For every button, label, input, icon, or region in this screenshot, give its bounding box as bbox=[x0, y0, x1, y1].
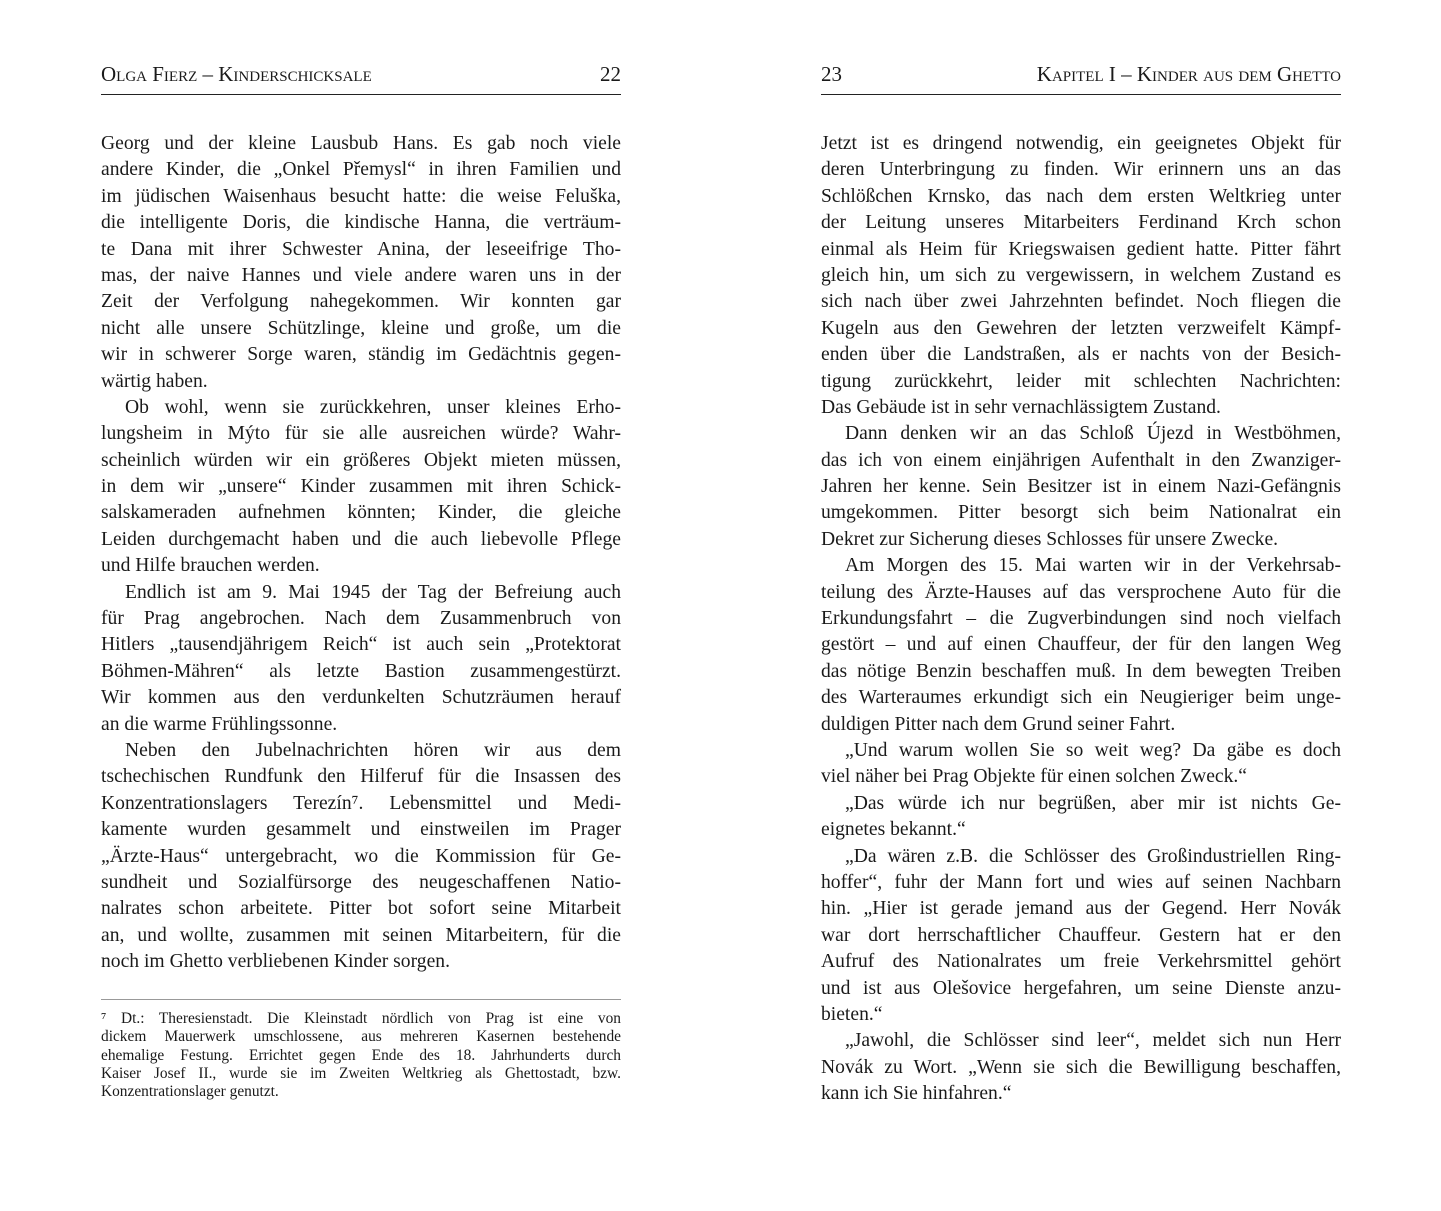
body-text bbox=[821, 131, 1341, 1107]
text-line: sundheit und Sozialfürsorge des neugeschaffenen Natio- bbox=[101, 871, 621, 893]
text-line: eignetes bekannt.“ bbox=[821, 819, 966, 841]
text-line: in dem wir „unsere“ Kinder zusammen mit ihren Schick- bbox=[101, 476, 621, 498]
text-line: Erkundungsfahrt – die Zugverbindungen sind noch vielfach bbox=[821, 608, 1341, 630]
text-line: Schlößchen Krnsko, das nach dem ersten Weltkrieg unter bbox=[821, 185, 1341, 207]
text-line: Neben den Jubelnachrichten hören wir aus dem bbox=[125, 739, 621, 761]
text-line: teilung des Ärzte-Hauses auf das versprochene Auto für die bbox=[821, 581, 1341, 603]
text-line: Endlich ist am 9. Mai 1945 der Tag der Befreiung auch bbox=[125, 581, 621, 603]
footnote-line: ehemalige Festung. Errichtet gegen Ende des 18. Jahrhunderts durch bbox=[101, 1046, 621, 1064]
text-line: gleich hin, um sich zu vergewissern, in welchem Zustand es bbox=[821, 264, 1341, 286]
footnote-line: Konzentrationslager genutzt. bbox=[101, 1083, 279, 1101]
text-line: Jetzt ist es dringend notwendig, ein geeignetes Objekt für bbox=[821, 133, 1341, 154]
text-line: und Hilfe brauchen werden. bbox=[101, 555, 320, 577]
text-line: noch im Ghetto verbliebenen Kinder sorgen. bbox=[101, 951, 450, 973]
text-line: tigung zurückkehrt, leider mit schlechten Nachrichten: bbox=[821, 370, 1341, 392]
text-line: Jahren her kenne. Sein Besitzer ist in einem Nazi-Gefängnis bbox=[821, 476, 1341, 498]
text-line: im jüdischen Waisenhaus besucht hatte: die weise Feluška, bbox=[101, 185, 621, 207]
text-line: enden über die Landstraßen, als er nachts von der Besich- bbox=[821, 344, 1341, 366]
text-line: Leiden durchgemacht haben und die auch liebevolle Pflege bbox=[101, 528, 621, 550]
text-line: hin. „Hier ist gerade jemand aus der Gegend. Herr Novák bbox=[821, 898, 1341, 920]
text-line: an die warme Frühlingssonne. bbox=[101, 713, 338, 735]
footnote-line: ⁷ Dt.: Theresienstadt. Die Kleinstadt nördlich von Prag ist eine von bbox=[101, 1010, 621, 1027]
text-line: viel näher bei Prag Objekte für einen solchen Zweck.“ bbox=[821, 766, 1247, 788]
text-line: Das Gebäude ist in sehr vernachlässigtem Zustand. bbox=[821, 396, 1221, 418]
text-line: umgekommen. Pitter besorgt sich beim Nationalrat ein bbox=[821, 502, 1341, 524]
text-line: lungsheim in Mýto für sie alle ausreichen würde? Wahr- bbox=[101, 423, 621, 445]
text-line: wärtig haben. bbox=[101, 370, 208, 392]
text-line: Georg und der kleine Lausbub Hans. Es gab noch viele bbox=[101, 133, 621, 154]
text-line: „Und warum wollen Sie so weit weg? Da gäbe es doch bbox=[845, 739, 1341, 761]
text-line: Zeit der Verfolgung nahegekommen. Wir konnten gar bbox=[101, 291, 621, 313]
text-line: Böhmen-Mähren“ als letzte Bastion zusammengestürzt. bbox=[101, 660, 621, 682]
text-line: Hitlers „tausendjährigem Reich“ ist auch sein „Protektorat bbox=[101, 634, 621, 656]
footnote-divider bbox=[101, 999, 621, 1000]
text-line: „Jawohl, die Schlösser sind leer“, meldet sich nun Herr bbox=[845, 1030, 1341, 1052]
text-line: einmal als Heim für Kriegswaisen gedient hatte. Pitter fährt bbox=[821, 238, 1341, 260]
footnote bbox=[101, 1010, 621, 1101]
text-line: duldigen Pitter nach dem Grund seiner Fahrt. bbox=[821, 713, 1176, 735]
text-line: des Warteraumes erkundigt sich ein Neugieriger beim unge- bbox=[821, 687, 1341, 709]
text-line: war dort herrschaftlicher Chauffeur. Gestern hat er den bbox=[821, 924, 1341, 946]
text-line: Kugeln aus den Gewehren der letzten verzweifelt Kämpf- bbox=[821, 317, 1341, 339]
text-line: andere Kinder, die „Onkel Přemysl“ in ihren Familien und bbox=[101, 159, 621, 181]
text-line: die intelligente Doris, die kindische Hanna, die verträum- bbox=[101, 212, 621, 234]
text-line: „Das würde ich nur begrüßen, aber mir ist nichts Ge- bbox=[845, 792, 1341, 814]
page-number: 23 bbox=[821, 62, 842, 86]
text-line: salskameraden aufnehmen könnten; Kinder, die gleiche bbox=[101, 502, 621, 524]
text-line: te Dana mit ihrer Schwester Anina, der leseeifrige Tho- bbox=[101, 238, 621, 260]
text-line: der Leitung unseres Mitarbeiters Ferdinand Krch schon bbox=[821, 212, 1341, 234]
text-line: Wir kommen aus den verdunkelten Schutzräumen herauf bbox=[101, 687, 621, 709]
text-line: Ob wohl, wenn sie zurückkehren, unser kleines Erho- bbox=[125, 396, 621, 418]
text-line: nicht alle unsere Schützlinge, kleine und große, um die bbox=[101, 317, 621, 339]
footnote-line: Kaiser Josef II., wurde sie im Zweiten Weltkrieg als Ghettostadt, bzw. bbox=[101, 1064, 621, 1082]
running-header bbox=[101, 60, 621, 95]
text-line: nalrates schon arbeitete. Pitter bot sofort seine Mitarbeit bbox=[101, 898, 621, 920]
text-line: „Da wären z.B. die Schlösser des Großindustriellen Ring- bbox=[845, 845, 1341, 867]
text-line: sich nach über zwei Jahrzehnten befindet. Noch fliegen die bbox=[821, 291, 1341, 313]
text-line: Dekret zur Sicherung dieses Schlosses für unsere Zwecke. bbox=[821, 528, 1279, 550]
text-line: wir in schwerer Sorge waren, ständig im Gedächtnis gegen- bbox=[101, 344, 621, 366]
text-line: das nötige Benzin beschaffen muß. In dem bewegten Treiben bbox=[821, 660, 1341, 682]
text-line: scheinlich würden wir ein größeres Objekt mieten müssen, bbox=[101, 449, 621, 471]
page-number: 22 bbox=[600, 62, 621, 86]
text-line: bieten.“ bbox=[821, 1003, 883, 1025]
header-title: Olga Fierz – Kinderschicksale bbox=[101, 62, 372, 86]
text-line: Konzentrationslagers Terezín⁷. Lebensmittel und Medi- bbox=[101, 792, 621, 814]
header-title: Kapitel I – Kinder aus dem Ghetto bbox=[1036, 62, 1341, 86]
text-line: Novák zu Wort. „Wenn sie sich die Bewilligung beschaffen, bbox=[821, 1056, 1341, 1078]
text-line: hoffer“, fuhr der Mann fort und wies auf seinen Nachbarn bbox=[821, 871, 1341, 893]
text-line: Am Morgen des 15. Mai warten wir in der Verkehrsab- bbox=[845, 555, 1341, 577]
text-line: mas, der naive Hannes und viele andere waren uns in der bbox=[101, 264, 621, 286]
text-line: kamente wurden gesammelt und einstweilen im Prager bbox=[101, 819, 621, 841]
text-line: und ist aus Olešovice hergefahren, um seine Dienste anzu- bbox=[821, 977, 1341, 999]
footnote-line: dickem Mauerwerk umschlossene, aus mehreren Kasernen bestehende bbox=[101, 1028, 621, 1046]
text-line: kann ich Sie hinfahren.“ bbox=[821, 1083, 1012, 1105]
text-line: das ich von einem einjährigen Aufenthalt in den Zwanziger- bbox=[821, 449, 1341, 471]
text-line: „Ärzte-Haus“ untergebracht, wo die Kommission für Ge- bbox=[101, 845, 621, 867]
running-header bbox=[821, 60, 1341, 95]
body-text bbox=[101, 131, 621, 976]
text-line: Dann denken wir an das Schloß Újezd in Westböhmen, bbox=[845, 423, 1341, 445]
text-line: Aufruf des Nationalrates um freie Verkehrsmittel gehört bbox=[821, 951, 1341, 973]
text-line: gestört – und auf einen Chauffeur, der für den langen Weg bbox=[821, 634, 1341, 656]
text-line: an, und wollte, zusammen mit seinen Mitarbeitern, für die bbox=[101, 924, 621, 946]
text-line: tschechischen Rundfunk den Hilferuf für die Insassen des bbox=[101, 766, 621, 788]
text-line: für Prag angebrochen. Nach dem Zusammenbruch von bbox=[101, 608, 621, 630]
text-line: deren Unterbringung zu finden. Wir erinnern uns an das bbox=[821, 159, 1341, 181]
